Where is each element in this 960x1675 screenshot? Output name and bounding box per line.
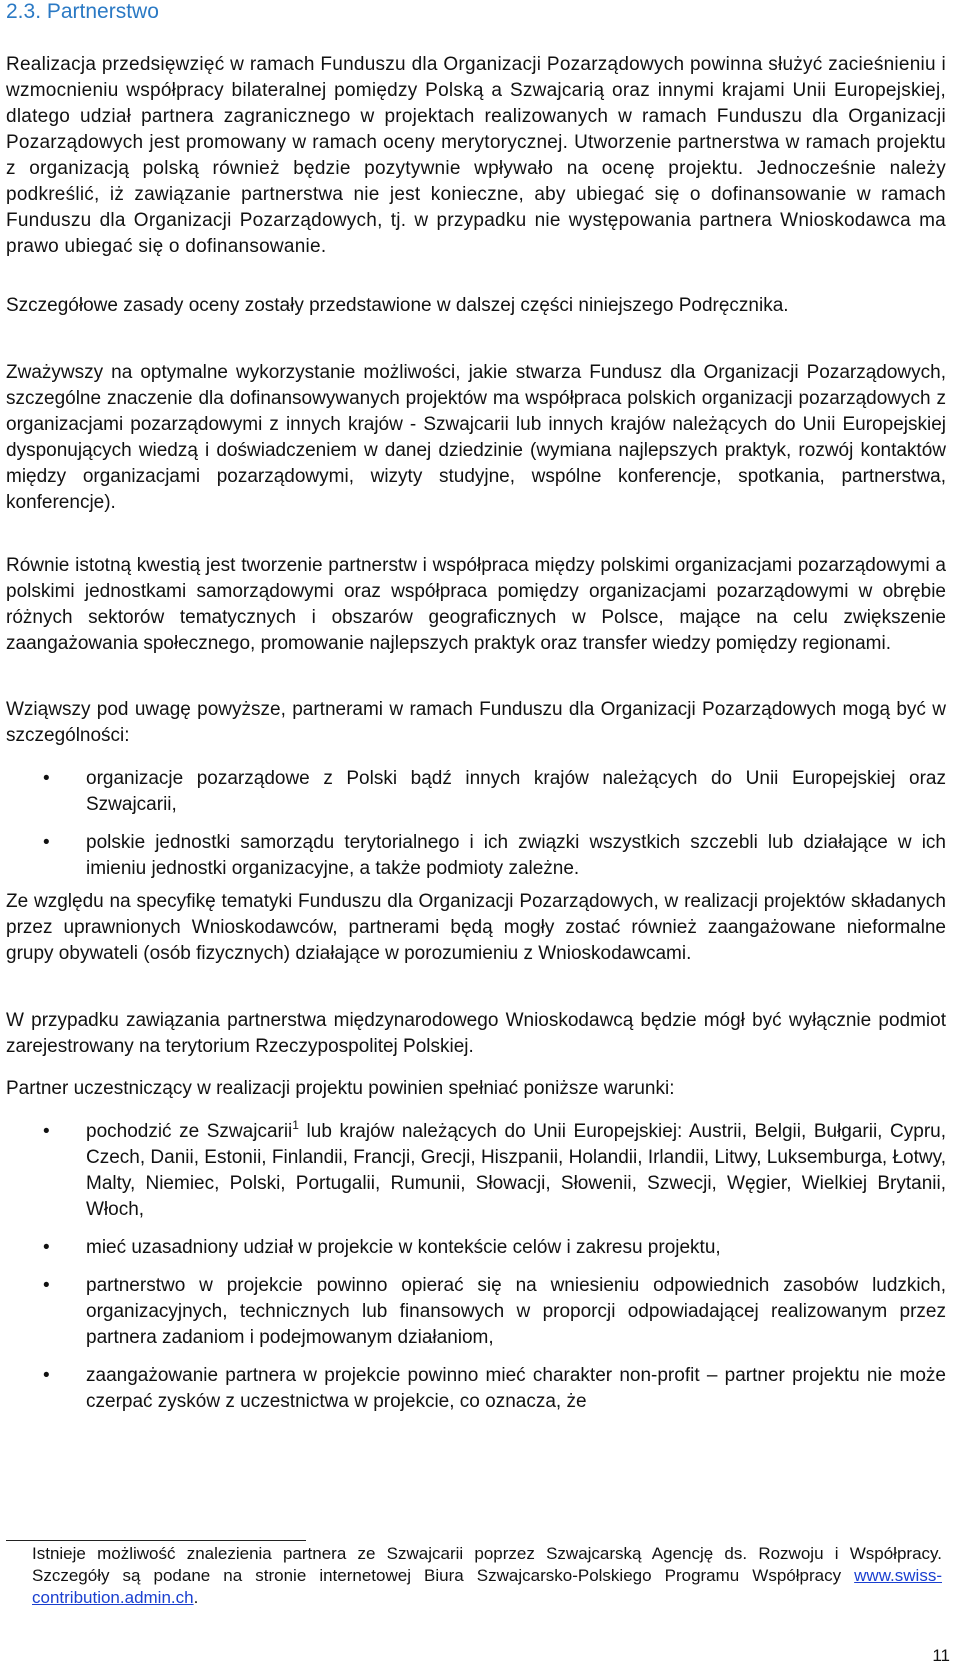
paragraph-intro: Realizacja przedsięwzięć w ramach Funduszu dla Organizacji Pozarządowych powinna służyć zacieśnieniu i wzmocnieniu współpracy bilateralnej pomiędzy Polską a Szwajcarią oraz innymi krajami Unii Europejskiej, dlatego udział partnera zagranicznego w projektach realizowanych w ramach Funduszu dla Organizacji Pozarządowych jest promowany w ramach oceny merytorycznej. Utworzenie partnerstwa w ramach projektu z organizacją polską również będzie pozytywnie wpływało na ocenę projektu. Jednocześnie należy podkreślić, iż zawiązanie partnerstwa nie jest konieczne, aby ubiegać się o dofinansowanie w ramach Funduszu dla Organizacji Pozarządowych, tj. w przypadku nie występowania partnera Wnioskodawca ma prawo ubiegać się o dofinansowanie.: [6, 54, 946, 257]
bullet-icon: •: [43, 768, 50, 789]
bullet-icon: •: [43, 832, 50, 853]
bullet-icon: •: [43, 1121, 50, 1142]
list-item: • partnerstwo w projekcie powinno opierać się na wniesieniu odpowiednich zasobów ludzkich, organizacyjnych, technicznych lub finansowych w proporcji odpowiadającej realizowanym przez partnera zadaniom i podejmowanym działaniom,: [43, 1275, 946, 1348]
bullet-icon: •: [43, 1237, 50, 1258]
list-item: • organizacje pozarządowe z Polski bądź innych krajów należących do Unii Europejskiej oraz Szwajcarii,: [43, 768, 946, 815]
paragraph-informal-groups: Ze względu na specyfikę tematyki Funduszu dla Organizacji Pozarządowych, w realizacji projektów składanych przez uprawnionych Wnioskodawców, partnerami będą mogły zostać również zaangażowane nieformalne grupy obywateli (osób fizycznych) działające w porozumieniu z Wnioskodawcami.: [6, 891, 946, 964]
list-item: • polskie jednostki samorządu terytorialnego i ich związki wszystkich szczebli lub działające w ich imieniu jednostki organizacyjne, a także podmioty zależne.: [43, 832, 946, 879]
paragraph-optimal-use: Zważywszy na optymalne wykorzystanie możliwości, jakie stwarza Fundusz dla Organizacji Pozarządowych, szczególne znaczenie dla dofinansowywanych projektów ma współpraca polskich organizacji pozarządowych z organizacjami pozarządowymi z innych krajów - Szwajcarii lub innych krajów należących do Unii Europejskiej dysponujących wiedzą i doświadczeniem w danej dziedzinie (wymiana najlepszych praktyk, rozwój kontaktów między organizacjami pozarządowymi, wizyty studyjne, wspólne konferencje, spotkania, partnerstwa, konferencje).: [6, 362, 946, 513]
footnote-ref[interactable]: 1: [292, 1118, 299, 1132]
paragraph-evaluation-rules: Szczegółowe zasady oceny zostały przedstawione w dalszej części niniejszego Podręcznika.: [6, 295, 789, 316]
bullet-icon: •: [43, 1275, 50, 1296]
paragraph-cooperation: Równie istotną kwestią jest tworzenie partnerstw i współpraca między polskimi organizacjami pozarządowymi a polskimi jednostkami samorządowymi oraz współpraca pomiędzy organizacjami pozarządowymi w obrębie różnych sektorów tematycznych i obszarów geograficznych w Polsce, mające na celu zwiększenie zaangażowania społecznego, promowanie najlepszych praktyk oraz transfer wiedzy pomiędzy regionami.: [6, 555, 946, 654]
partner-conditions-list: [6, 1119, 946, 1427]
footnote-divider: [6, 1540, 306, 1541]
list-item: • zaangażowanie partnera w projekcie powinno mieć charakter non-profit – partner projektu nie może czerpać zysków z uczestnictwa w projekcie, co oznacza, że: [43, 1365, 946, 1412]
paragraph-international: W przypadku zawiązania partnerstwa międzynarodowego Wnioskodawcą będzie mógł być wyłącznie podmiot zarejestrowany na terytorium Rzeczypospolitej Polskiej.: [6, 1010, 946, 1057]
paragraph-conditions-intro: Partner uczestniczący w realizacji projektu powinien spełniać poniższe warunki:: [6, 1078, 675, 1099]
list-item: • mieć uzasadniony udział w projekcie w kontekście celów i zakresu projektu,: [6, 1235, 946, 1261]
section-heading: 2.3. Partnerstwo: [6, 0, 159, 23]
partner-types-list: [6, 766, 946, 894]
footnote-link[interactable]: www.swiss-contribution.admin.ch: [32, 1566, 942, 1607]
list-item: • pochodzić ze Szwajcarii$^1$ lub krajów należących do Unii Europejskiej: Austrii, Belgii, Bułgarii, Cypru, Czech, Danii, Estonii, Finlandii, Francji, Grecji, Hiszpanii, Holandii, Irlandii, Litwy, Luksemburga, Łotwy, Malty, Niemiec, Polski, Portugalii, Rumunii, Słowacji, Słowenii, Szwecji, Węgier, Wielkiej Brytanii, Włoch,: [43, 1118, 946, 1220]
paragraph-partners-intro: Wziąwszy pod uwagę powyższe, partnerami w ramach Funduszu dla Organizacji Pozarządowych mogą być w szczególności:: [6, 699, 946, 746]
footnote: Istnieje możliwość znalezienia partnera ze Szwajcarii poprzez Szwajcarską Agencję ds. Rozwoju i Współpracy. Szczegóły są podane na stronie internetowej Biura Szwajcarsko-Polskiego Programu Współpracy www.swiss-contribution.admin.ch.: [32, 1544, 942, 1607]
page-number: 11: [932, 1646, 950, 1665]
bullet-icon: •: [43, 1365, 50, 1386]
